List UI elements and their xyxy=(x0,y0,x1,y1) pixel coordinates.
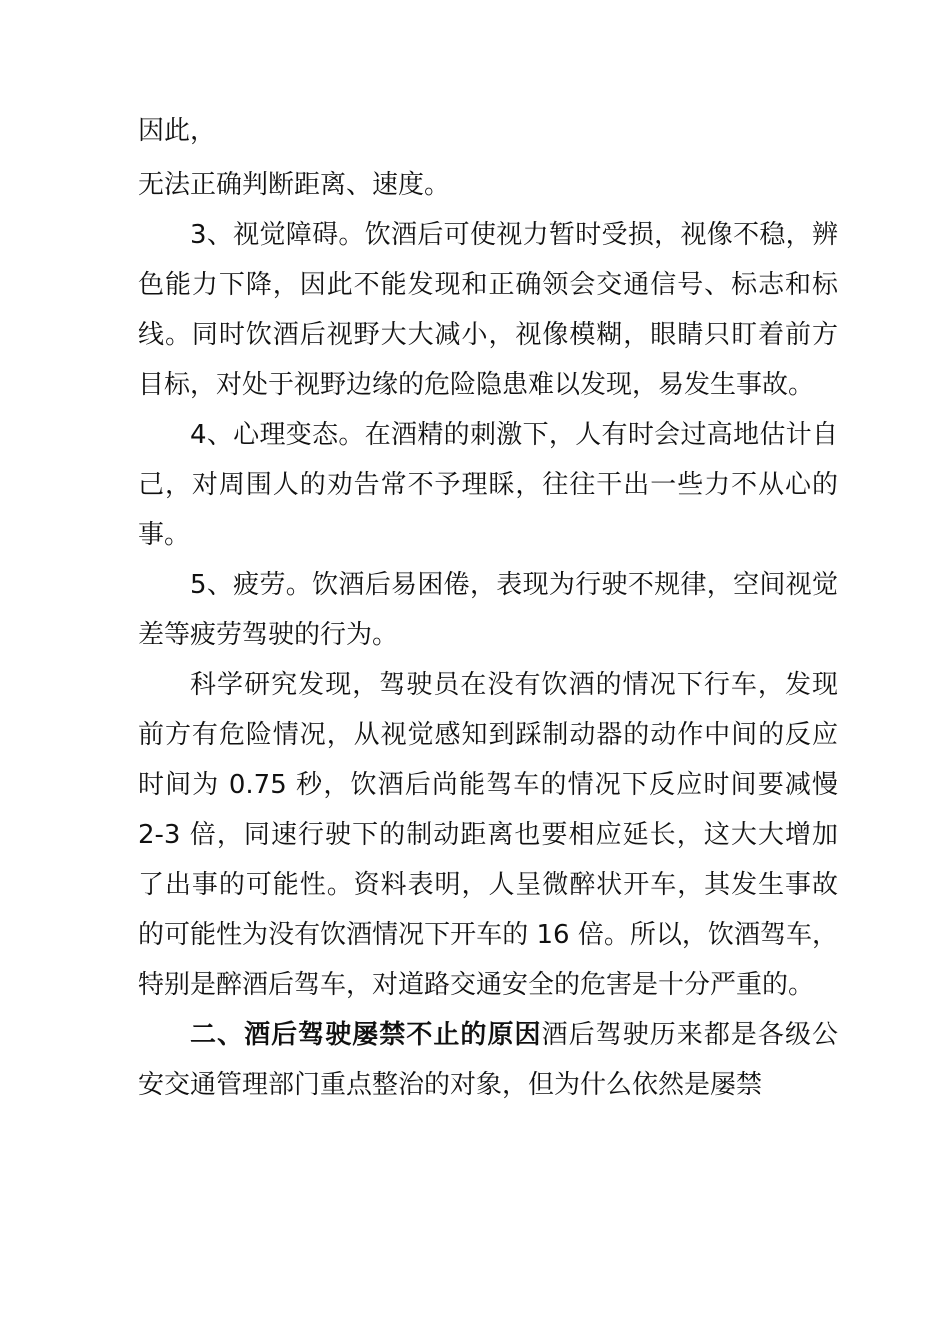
paragraph-psychological: 4、心理变态。在酒精的刺激下，人有时会过高地估计自己，对周围人的劝告常不予理睬，往往干出一些力不从心的事。 xyxy=(138,420,838,550)
section-heading: 二、酒后驾驶屡禁不止的原因 xyxy=(190,1020,542,1050)
paragraph-research: 科学研究发现，驾驶员在没有饮酒的情况下行车，发现前方有危险情况，从视觉感知到踩制动器的动作中间的反应时间为 0.75 秒，饮酒后尚能驾车的情况下反应时间要减慢 2-3 倍，同速行驶下的制动距离也要相应延长，这大大增加了出事的可能性。资料表明，人呈微醉状开车，其发生事故的可能性为没有饮酒情况下开车的 16 倍。所以，饮酒驾车，特别是醉酒后驾车，对道路交通安全的危害是十分严重的。 xyxy=(138,670,838,1000)
paragraph-visual-impairment: 3、视觉障碍。饮酒后可使视力暂时受损，视像不稳，辨色能力下降，因此不能发现和正确领会交通信号、标志和标线。同时饮酒后视野大大减小，视像模糊，眼睛只盯着前方目标，对处于视野边缘的危险隐患难以发现，易发生事故。 xyxy=(138,220,838,400)
paragraph-distance: 无法正确判断距离、速度。 xyxy=(138,170,451,200)
section-text: 酒后驾驶历来都是各级公安交通管理部门重点整治的对象，但为什么依然是屡禁 xyxy=(138,1020,838,1100)
paragraph-fatigue: 5、疲劳。饮酒后易困倦，表现为行驶不规律，空间视觉差等疲劳驾驶的行为。 xyxy=(138,570,838,650)
paragraph-intro: 因此， xyxy=(138,116,217,146)
document-body xyxy=(138,106,838,1110)
paragraph-section-two xyxy=(138,1010,838,1110)
